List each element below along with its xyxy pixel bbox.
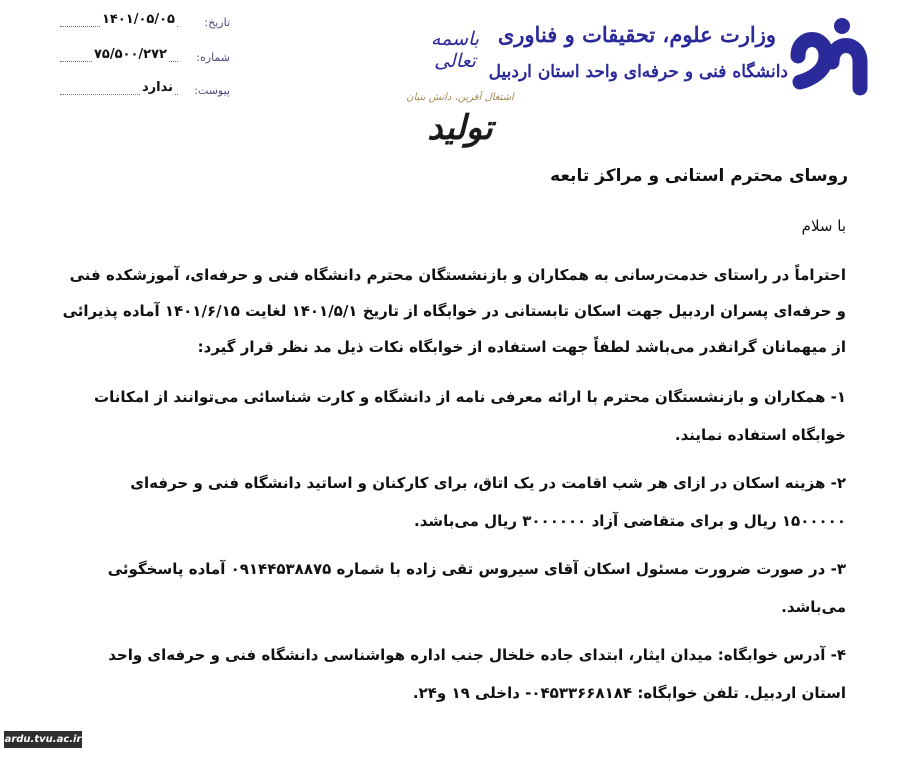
item-2-line: ۲- هزینه اسکان در ازای هر شب اقامت در یک اتاق، برای کارکنان و اساتید دانشگاه فنی و حرفه‌ای <box>130 474 846 492</box>
number-row <box>60 49 230 69</box>
intro-line: از میهمانان گرانقدر می‌باشد لطفاً جهت استفاده از خوابگاه نکات ذیل مد نظر قرار گیرد: <box>197 338 846 356</box>
site-watermark: ardu.tvu.ac.ir <box>4 731 82 748</box>
item-3-line: می‌باشد. <box>781 598 846 616</box>
intro-line: و حرفه‌ای پسران اردبیل جهت اسکان تابستانی در خوابگاه از تاریخ ۱۴۰۱/۵/۱ لغایت ۱۴۰۱/۶/۱۵ آماده پذیرائی <box>62 302 846 320</box>
slogan-title: تولید <box>427 108 493 148</box>
slogan-emblem <box>400 92 520 164</box>
slogan-subtitle: اشتغال آفرین، دانش بنیان <box>406 92 514 103</box>
number-value: ۷۵/۵۰۰/۲۷۲ <box>94 47 167 62</box>
university-logo <box>786 12 872 98</box>
date-row <box>60 14 230 34</box>
intro-line: احتراماً در راستای خدمت‌رسانی به همکاران و بازنشستگان محترم دانشگاه فنی و حرفه‌ای، آموزشکده فنی <box>69 266 846 284</box>
attachment-label: پیوست: <box>194 84 230 97</box>
recipient-line: روسای محترم استانی و مراکز تابعه <box>550 166 848 186</box>
item-4-line: استان اردبیل. تلفن خوابگاه: ۰۴۵۳۳۶۶۸۱۸۴- داخلی ۱۹ و۲۴. <box>412 684 846 702</box>
number-label: شماره: <box>196 51 230 64</box>
greeting-line: با سلام <box>801 217 846 235</box>
date-value: ۱۴۰۱/۰۵/۰۵ <box>102 12 175 27</box>
attachment-value: ندارد <box>142 80 174 95</box>
bismillah-text: باسمه تعالی <box>430 28 480 72</box>
attachment-row <box>60 82 230 102</box>
ministry-name: وزارت علوم، تحقیقات و فناوری <box>497 22 776 47</box>
item-1-line: ۱- همکاران و بازنشستگان محترم با ارائه معرفی نامه از دانشگاه و کارت شناسائی می‌توانند از امکانات <box>94 388 846 406</box>
date-label: تاریخ: <box>204 16 230 29</box>
university-name: دانشگاه فنی و حرفه‌ای واحد استان اردبیل <box>488 62 788 82</box>
item-4-line: ۴- آدرس خوابگاه: میدان ایثار، ابتدای جاده خلخال جنب اداره هواشناسی دانشگاه فنی و حرفه‌ای واحد <box>108 646 846 664</box>
item-3-line: ۳- در صورت ضرورت مسئول اسکان آقای سیروس تقی زاده با شماره ۰۹۱۴۴۵۳۸۸۷۵ آماده پاسخگوئی <box>107 560 846 578</box>
item-2-line: ۱۵۰۰۰۰۰ ریال و برای متقاضی آزاد ۳۰۰۰۰۰۰ ریال می‌باشد. <box>414 512 846 530</box>
item-1-line: خوابگاه استفاده نمایند. <box>674 426 846 444</box>
